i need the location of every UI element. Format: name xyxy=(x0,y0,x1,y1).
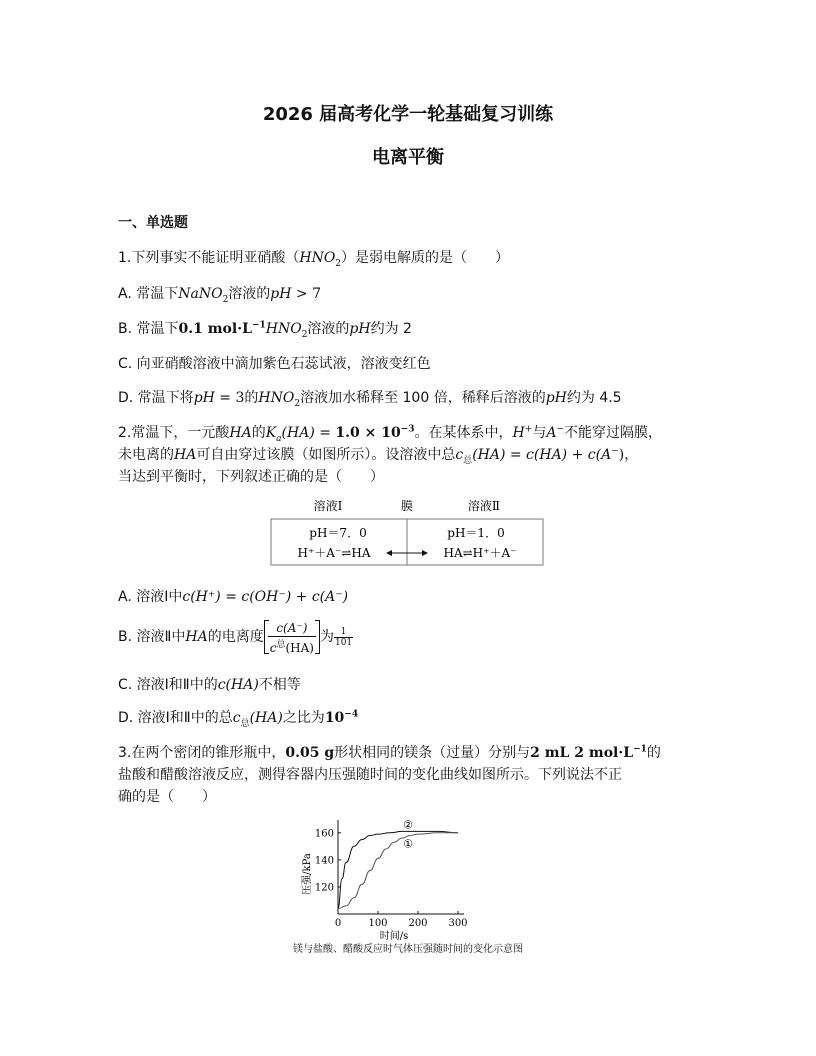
q1-b-conc: 0.1 mol·L xyxy=(178,321,252,337)
y-tick-label: 160 xyxy=(314,828,334,840)
q2-b-fn: 1 xyxy=(334,627,353,638)
q1-b-prefix: B. 常温下 xyxy=(118,321,179,337)
question-2-stem-line2: 未电离的HA可自由穿过该膜（如图所示）。设溶液中总$c_总(HA) = c(HA) + c(A^-)$， xyxy=(118,446,639,466)
q2-b-value-fraction xyxy=(334,627,353,648)
pressure-time-chart xyxy=(290,812,480,940)
q1-b-formula: HNO xyxy=(265,321,302,337)
x-tick-label: 300 xyxy=(448,918,468,929)
diagram-arrow-right-head xyxy=(422,550,428,556)
q1-stem-b: ）是弱电解质的是（ ） xyxy=(341,250,510,266)
q1-b-end: 约为 2 xyxy=(370,321,412,337)
question-1-stem: 1.下列事实不能证明亚硝酸$(HNO_2)$是弱电解质的是（ ） xyxy=(118,250,510,269)
q1-stem-a: 1.下列事实不能证明亚硝酸（ xyxy=(118,250,300,266)
q1-option-d[interactable]: D. 常温下将pH = 3的$HNO_2$溶液加水稀释至 100 倍，稀释后溶液的pH约为 4.5 xyxy=(118,390,622,409)
q2-b-bracket xyxy=(264,620,320,654)
q2-b-numerator: c(A⁻) xyxy=(268,620,316,637)
q2-b-mid: 的电离度 xyxy=(207,629,264,645)
q2-c-prefix: C. 溶液Ⅰ和Ⅱ中的 xyxy=(118,677,218,693)
q2-d-c: c xyxy=(232,710,241,726)
q3-l1b: 形状相同的镁条（过量）分别与 xyxy=(334,745,531,761)
q1-a-mid: 溶液的 xyxy=(228,286,271,302)
question-3-stem-line1 xyxy=(118,742,661,762)
q2-kval: 1.0 × 10 xyxy=(335,425,401,441)
q3-volexp: −1 xyxy=(633,744,647,755)
q1-d-formula: HNO xyxy=(258,390,295,406)
q2-b-ha: HA xyxy=(185,629,208,645)
x-tick-label: 100 xyxy=(368,918,388,929)
series-line-hcl xyxy=(338,831,458,908)
q2-option-b[interactable] xyxy=(118,620,353,654)
q2-d-sub: 总 xyxy=(240,718,250,729)
q2-l2a: 未电离的 xyxy=(118,447,174,463)
q1-b-mid: 溶液的 xyxy=(307,321,350,337)
q3-mass: 0.05 g xyxy=(285,745,335,761)
question-2-stem-line3: 当达到平衡时，下列叙述正确的是（ ） xyxy=(118,469,384,485)
series-label-1: ① xyxy=(403,837,413,851)
q2-b-fraction xyxy=(268,620,316,656)
x-tick-label: 200 xyxy=(408,918,428,929)
q2-l2e: (HA) = c(HA) + c(A xyxy=(472,447,612,463)
diagram-ph-left: pH＝7．0 xyxy=(309,526,367,540)
q2-b-den-rest: (HA) xyxy=(285,641,314,655)
q1-option-a[interactable]: A. 常温下NaNO$_2$溶液的pH > 7 xyxy=(118,286,322,305)
q2-ha: HA xyxy=(229,425,252,441)
q2-ha-2: HA xyxy=(174,447,197,463)
q1-d-end: 约为 4.5 xyxy=(566,390,622,406)
q2-b-den-sub: 总 xyxy=(276,640,286,650)
q2-ka: K xyxy=(265,425,277,441)
q2-b-prefix: B. 溶液Ⅱ中 xyxy=(118,629,186,645)
y-tick-label: 120 xyxy=(314,882,334,894)
diagram-label-right: 溶液Ⅱ xyxy=(467,499,501,513)
q2-c-end: 不相等 xyxy=(258,677,301,693)
q2-c-expr: c(HA) xyxy=(217,677,259,693)
q3-vol: 2 mL 2 mol·L xyxy=(530,745,634,761)
q2-kexp: −3 xyxy=(400,424,415,435)
q2-a-prefix: A. 溶液Ⅰ中 xyxy=(118,589,183,605)
q2-d-prefix: D. 溶液Ⅰ和Ⅱ中的总 xyxy=(118,710,233,726)
q2-a-expr: c(H⁺) = c(OH⁻) + c(A⁻) xyxy=(182,589,349,605)
series-line-acetic xyxy=(338,833,458,909)
q2-l2c: c xyxy=(455,447,464,463)
series-label-2: ② xyxy=(403,818,413,832)
q1-a-end: > 7 xyxy=(291,286,322,302)
q2-hplus: H xyxy=(512,425,525,441)
q2-l2d: 总 xyxy=(463,455,473,466)
q2-d-exp: −4 xyxy=(344,709,359,720)
q2-d-mid: 之比为 xyxy=(282,710,325,726)
q2-aminus: A xyxy=(546,425,557,441)
q1-d-prefix: D. 常温下将 xyxy=(118,390,194,406)
diagram-eq-left: H⁺＋A⁻⇌HA xyxy=(297,546,371,560)
q3-l1a: 3.在两个密闭的锥形瓶中， xyxy=(118,745,286,761)
q2-d-expr: (HA) xyxy=(249,710,283,726)
y-axis-label: 压强/kPa xyxy=(302,853,313,895)
q3-l1c: 的 xyxy=(646,745,661,761)
q1-d-mid: 溶液加水稀释至 100 倍，稀释后溶液的 xyxy=(300,390,546,406)
x-tick-label: 0 xyxy=(334,918,342,929)
q1-d-eq: = 3的 xyxy=(214,390,259,406)
figure-caption: 镁与盐酸、醋酸反应时气体压强随时间的变化示意图 xyxy=(293,944,523,955)
membrane-diagram xyxy=(268,494,548,568)
q1-d-ph2: pH xyxy=(545,390,567,406)
q2-b-fd: 101 xyxy=(334,637,353,648)
diagram-arrow-left-head xyxy=(386,550,392,556)
q1-a-prefix: A. 常温下 xyxy=(118,286,179,302)
q2-option-d[interactable] xyxy=(118,707,358,729)
diagram-label-membrane: 膜 xyxy=(400,499,414,513)
diagram-label-left: 溶液Ⅰ xyxy=(313,499,343,513)
q1-option-c[interactable]: C. 向亚硝酸溶液中滴加紫色石蕊试液，溶液变红色 xyxy=(118,356,431,372)
q1-b-ph: pH xyxy=(349,321,371,337)
question-2-stem-line1: 2.常温下，一元酸HA的$K_a(HA) = 1.0 \times 10^{-3}$。在某体系中，H+与A−不能穿过隔膜， xyxy=(118,424,662,444)
q2-l1a: 2.常温下，一元酸 xyxy=(118,425,230,441)
question-3-stem-line3: 确的是（ ） xyxy=(118,789,216,805)
page-title: 2026 届高考化学一轮基础复习训练 xyxy=(262,104,554,125)
q2-l2b: 可自由穿过该膜（如图所示）。设溶液中总 xyxy=(196,447,456,463)
q2-l1f: 不能穿过隔膜， xyxy=(563,425,662,441)
diagram-ph-right: pH＝1．0 xyxy=(447,526,505,540)
q1-formula: HNO xyxy=(299,250,336,266)
q2-l1b: 的 xyxy=(251,425,266,441)
q1-a-ph: pH xyxy=(270,286,292,302)
x-axis-label: 时间/s xyxy=(379,931,409,940)
q2-option-a[interactable] xyxy=(118,586,348,606)
q2-l1d: 。在某体系中， xyxy=(414,425,513,441)
q2-l1e: 与 xyxy=(532,425,547,441)
q2-l1c: (HA) = xyxy=(281,425,336,441)
q2-l2f: )， xyxy=(618,447,639,463)
q1-option-b[interactable]: B. 常温下0.1 $mol\cdot L^{-1}HNO_2$溶液的pH约为 2 xyxy=(118,320,412,340)
y-tick-label: 140 xyxy=(314,855,334,867)
section-title: 一、单选题 xyxy=(118,215,188,231)
q1-a-formula: NaNO xyxy=(178,286,223,302)
page-subtitle: 电离平衡 xyxy=(372,147,444,168)
q2-b-wei: 为 xyxy=(319,629,334,645)
q1-d-ph: pH xyxy=(193,390,215,406)
question-3-stem-line2: 盐酸和醋酸溶液反应，测得容器内压强随时间的变化曲线如图所示。下列说法不正 xyxy=(118,767,622,783)
q2-option-c[interactable] xyxy=(118,674,301,694)
q2-d-val: 10 xyxy=(324,710,345,726)
diagram-eq-right: HA⇌H⁺＋A⁻ xyxy=(443,546,517,560)
q2-b-den-c: c xyxy=(269,641,277,655)
